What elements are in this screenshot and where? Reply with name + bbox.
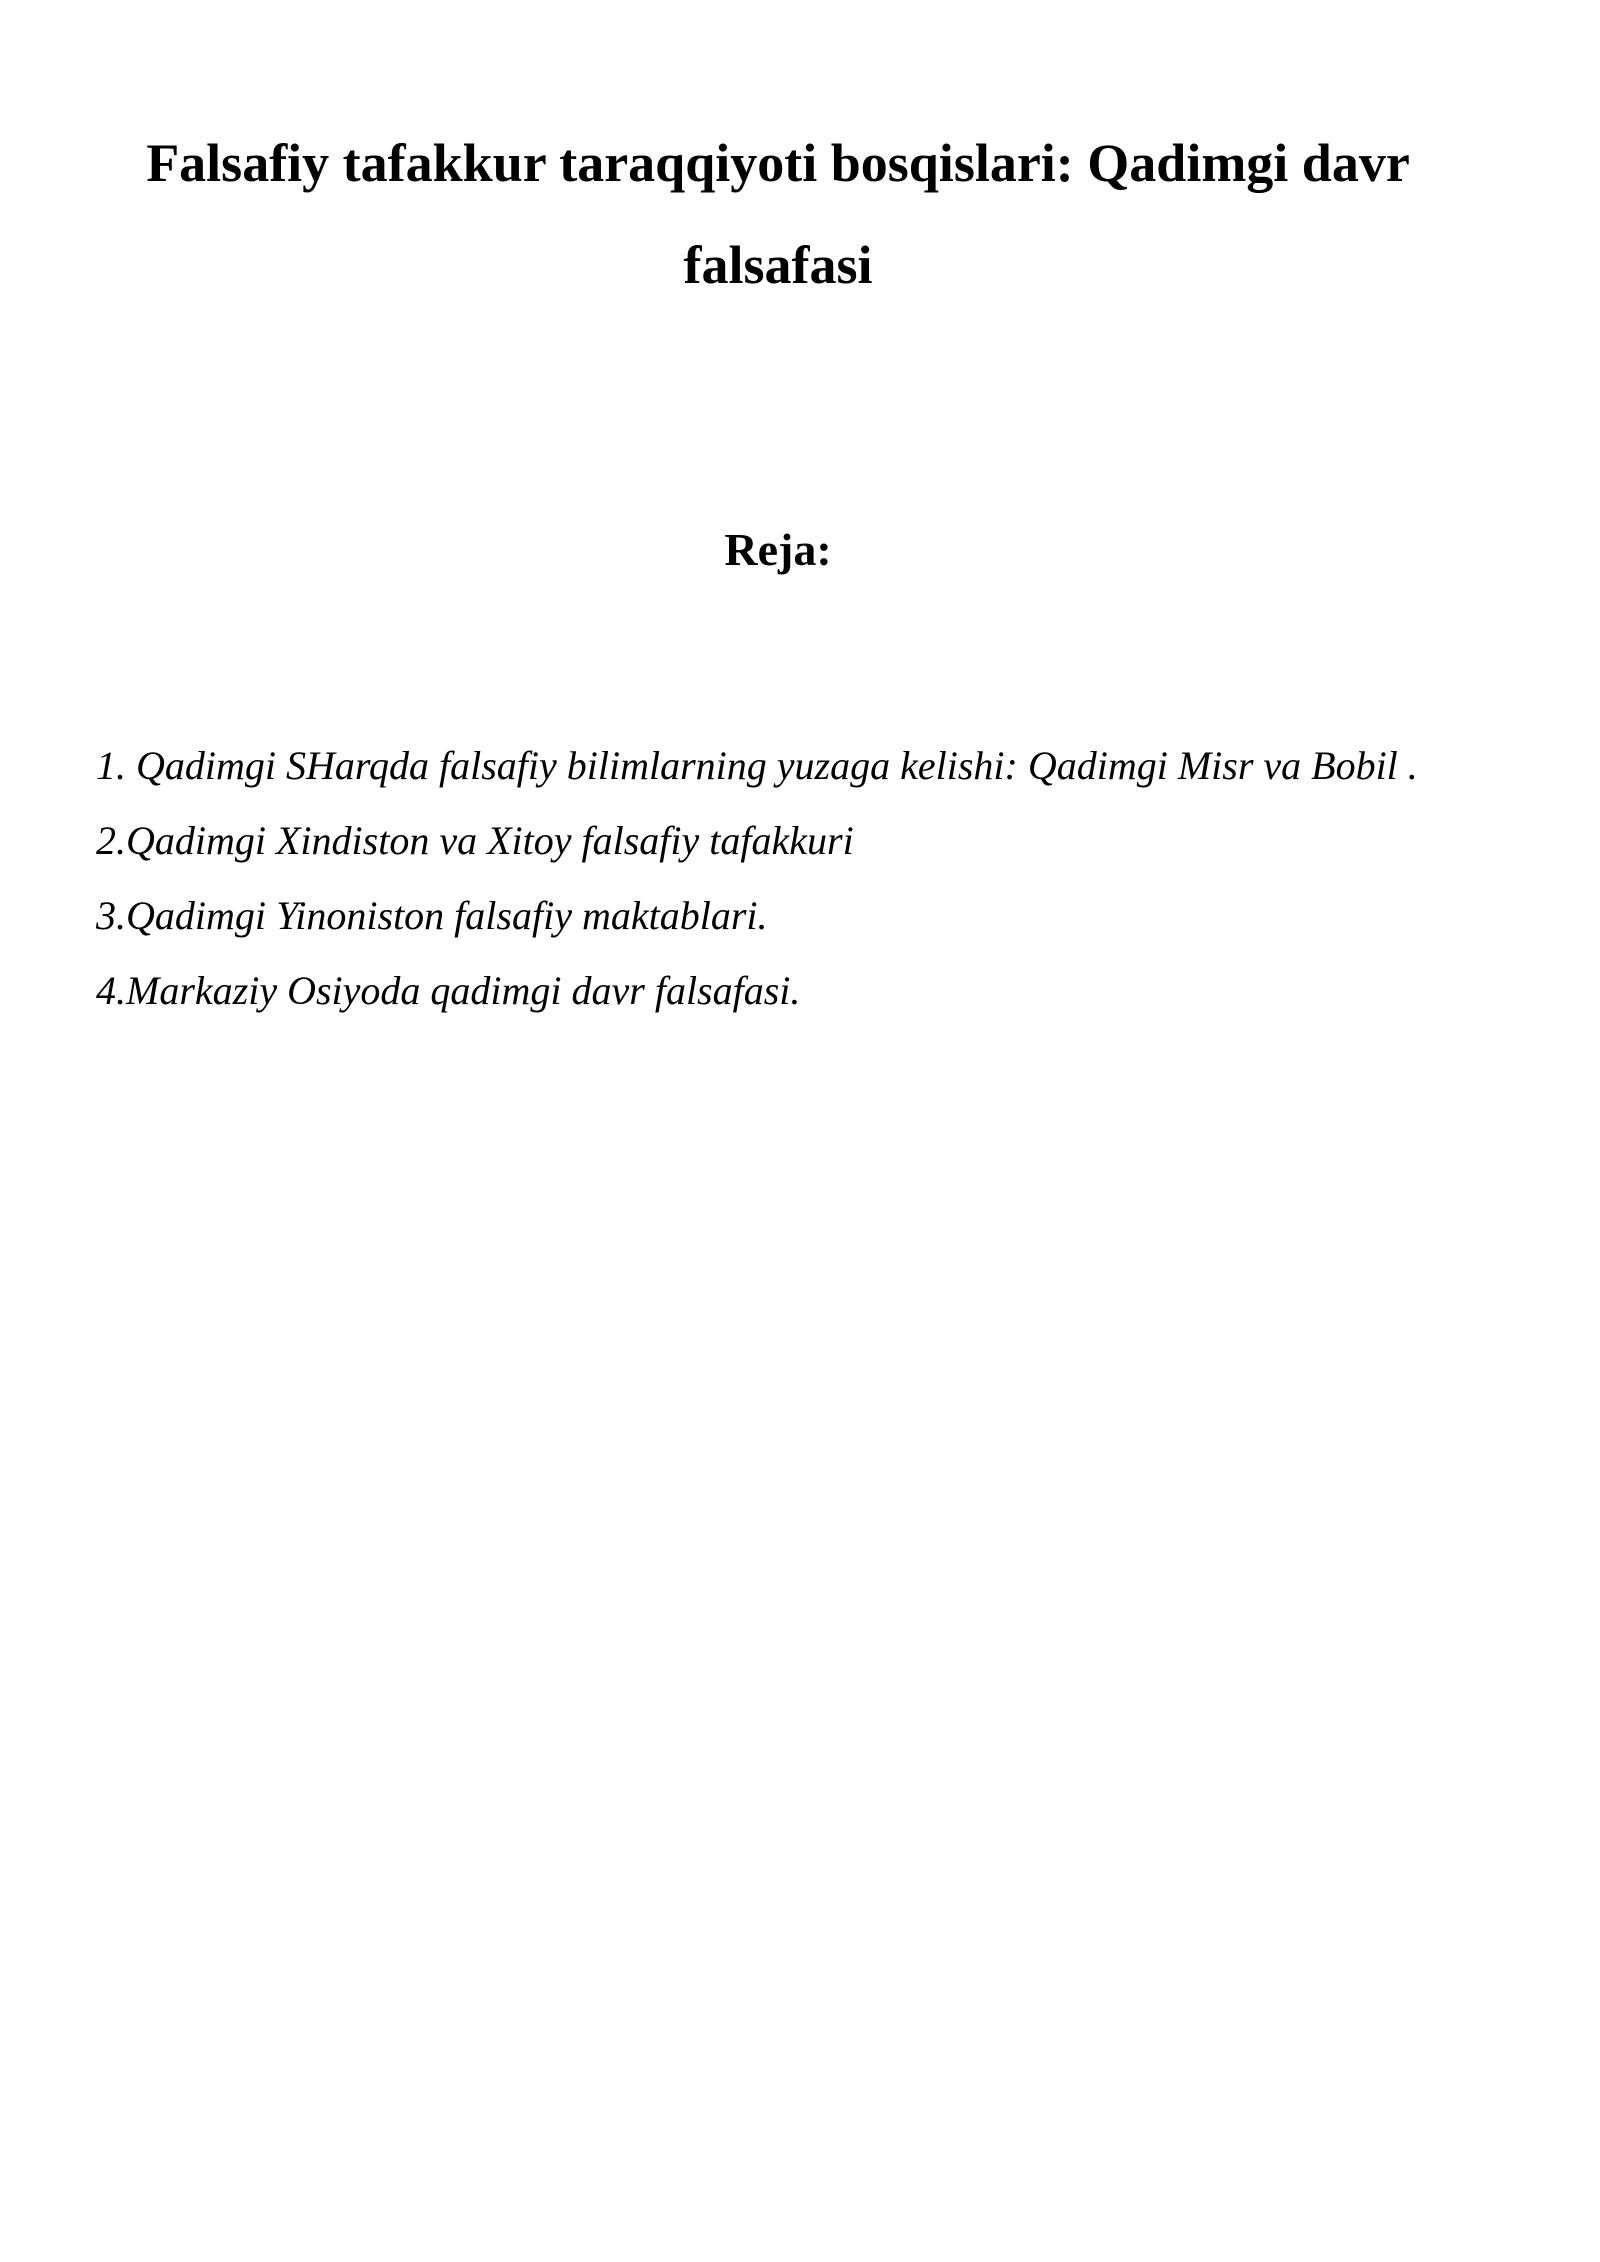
plan-heading: Reja: (724, 524, 832, 575)
plan-item: 3.Qadimgi Yinoniston falsafiy maktablari. (96, 893, 768, 938)
plan-list (96, 728, 1460, 1028)
plan-item: 1. Qadimgi SHarqda falsafiy bilimlarning yuzaga kelishi: Qadimgi Misr va Bobil . (96, 743, 1418, 788)
plan-item: 2.Qadimgi Xindiston va Xitoy falsafiy tafakkuri (96, 818, 854, 863)
plan-item: 4.Markaziy Osiyoda qadimgi davr falsafasi. (96, 968, 801, 1013)
page-title: Falsafiy tafakkur taraqqiyoti bosqislari: Qadimgi davr falsafasi (146, 133, 1410, 295)
